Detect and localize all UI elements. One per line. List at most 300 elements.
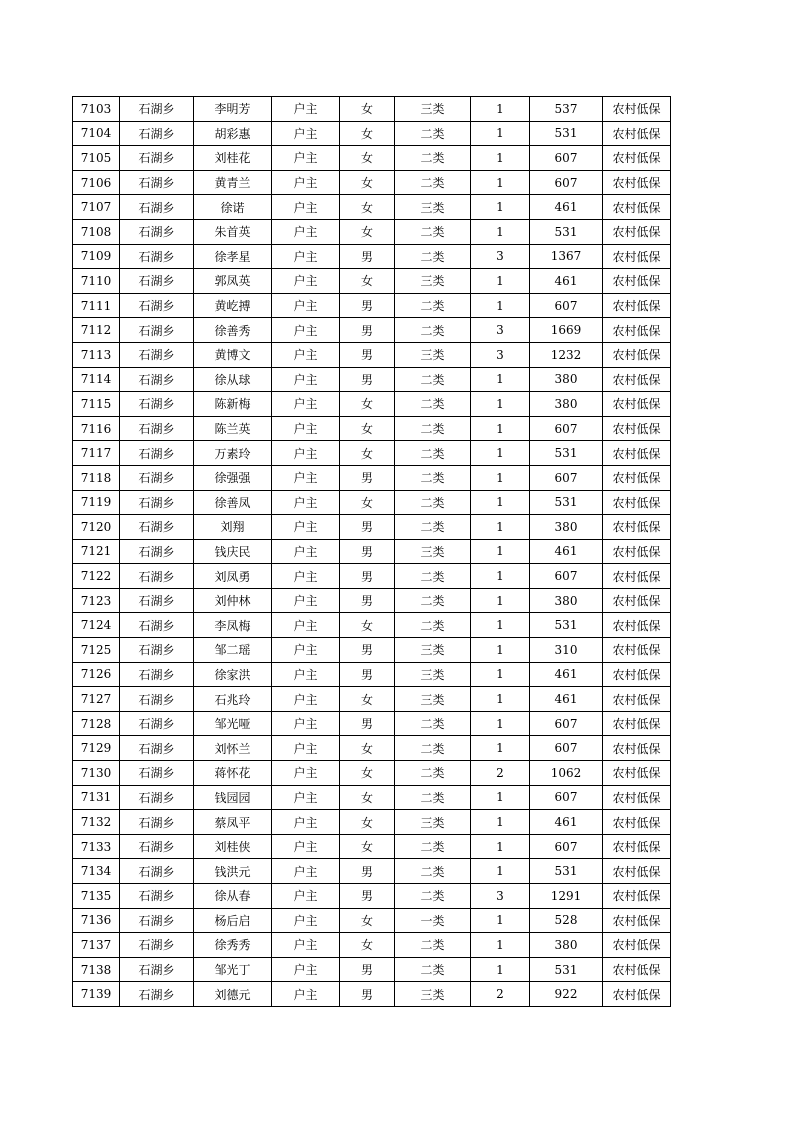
table-row [73,736,671,761]
amount-cell: 380 [530,515,603,540]
table-row [73,884,671,909]
amount-cell: 607 [530,564,603,589]
serial-number-cell: 7139 [73,982,120,1007]
household-size-cell: 1 [471,933,530,958]
amount-cell: 461 [530,195,603,220]
township-cell: 石湖乡 [120,490,194,515]
household-size-cell: 1 [471,539,530,564]
category-cell: 二类 [395,318,471,343]
aid-type-cell: 农村低保 [603,736,671,761]
name-cell: 李凤梅 [194,613,272,638]
township-cell: 石湖乡 [120,539,194,564]
amount-cell: 607 [530,146,603,171]
gender-cell: 女 [340,219,395,244]
township-cell: 石湖乡 [120,342,194,367]
aid-type-cell: 农村低保 [603,711,671,736]
category-cell: 二类 [395,711,471,736]
name-cell: 黄屹搏 [194,293,272,318]
aid-type-cell: 农村低保 [603,342,671,367]
aid-type-cell: 农村低保 [603,957,671,982]
amount-cell: 1062 [530,761,603,786]
gender-cell: 男 [340,638,395,663]
serial-number-cell: 7120 [73,515,120,540]
gender-cell: 女 [340,146,395,171]
gender-cell: 女 [340,834,395,859]
household-size-cell: 3 [471,342,530,367]
table-row [73,293,671,318]
table-body [73,97,671,1007]
aid-type-cell: 农村低保 [603,293,671,318]
serial-number-cell: 7109 [73,244,120,269]
category-cell: 二类 [395,219,471,244]
gender-cell: 女 [340,170,395,195]
amount-cell: 531 [530,957,603,982]
name-cell: 邹二瑶 [194,638,272,663]
table-row [73,170,671,195]
household-size-cell: 1 [471,785,530,810]
serial-number-cell: 7124 [73,613,120,638]
table-row [73,367,671,392]
gender-cell: 男 [340,957,395,982]
gender-cell: 男 [340,515,395,540]
amount-cell: 1367 [530,244,603,269]
township-cell: 石湖乡 [120,662,194,687]
serial-number-cell: 7130 [73,761,120,786]
name-cell: 徐善凤 [194,490,272,515]
relation-cell: 户主 [272,662,340,687]
household-size-cell: 1 [471,711,530,736]
name-cell: 徐诺 [194,195,272,220]
relation-cell: 户主 [272,244,340,269]
category-cell: 二类 [395,957,471,982]
category-cell: 二类 [395,244,471,269]
table-row [73,465,671,490]
name-cell: 徐孝星 [194,244,272,269]
name-cell: 钱洪元 [194,859,272,884]
household-size-cell: 1 [471,219,530,244]
table-row [73,638,671,663]
township-cell: 石湖乡 [120,908,194,933]
table-row [73,588,671,613]
aid-type-cell: 农村低保 [603,416,671,441]
category-cell: 三类 [395,342,471,367]
category-cell: 二类 [395,367,471,392]
category-cell: 二类 [395,834,471,859]
gender-cell: 女 [340,392,395,417]
township-cell: 石湖乡 [120,146,194,171]
amount-cell: 531 [530,219,603,244]
data-table [72,96,671,1007]
amount-cell: 607 [530,465,603,490]
table-row [73,933,671,958]
relation-cell: 户主 [272,367,340,392]
aid-type-cell: 农村低保 [603,219,671,244]
category-cell: 三类 [395,662,471,687]
amount-cell: 607 [530,834,603,859]
aid-type-cell: 农村低保 [603,810,671,835]
serial-number-cell: 7118 [73,465,120,490]
amount-cell: 461 [530,662,603,687]
serial-number-cell: 7106 [73,170,120,195]
serial-number-cell: 7103 [73,97,120,122]
amount-cell: 531 [530,613,603,638]
serial-number-cell: 7117 [73,441,120,466]
table-row [73,441,671,466]
name-cell: 刘桂花 [194,146,272,171]
table-row [73,957,671,982]
gender-cell: 男 [340,539,395,564]
name-cell: 李明芳 [194,97,272,122]
serial-number-cell: 7132 [73,810,120,835]
category-cell: 二类 [395,564,471,589]
township-cell: 石湖乡 [120,736,194,761]
relation-cell: 户主 [272,416,340,441]
gender-cell: 女 [340,933,395,958]
household-size-cell: 1 [471,146,530,171]
relation-cell: 户主 [272,269,340,294]
aid-type-cell: 农村低保 [603,588,671,613]
household-size-cell: 1 [471,564,530,589]
table-row [73,515,671,540]
amount-cell: 380 [530,933,603,958]
relation-cell: 户主 [272,908,340,933]
relation-cell: 户主 [272,146,340,171]
relation-cell: 户主 [272,761,340,786]
relation-cell: 户主 [272,318,340,343]
aid-type-cell: 农村低保 [603,761,671,786]
relation-cell: 户主 [272,834,340,859]
aid-type-cell: 农村低保 [603,859,671,884]
name-cell: 石兆玲 [194,687,272,712]
aid-type-cell: 农村低保 [603,662,671,687]
amount-cell: 461 [530,539,603,564]
household-size-cell: 1 [471,588,530,613]
household-size-cell: 1 [471,662,530,687]
name-cell: 刘凤勇 [194,564,272,589]
household-size-cell: 1 [471,810,530,835]
household-size-cell: 1 [471,957,530,982]
category-cell: 二类 [395,785,471,810]
household-size-cell: 1 [471,687,530,712]
household-size-cell: 1 [471,613,530,638]
aid-type-cell: 农村低保 [603,244,671,269]
table-row [73,908,671,933]
relation-cell: 户主 [272,736,340,761]
township-cell: 石湖乡 [120,613,194,638]
category-cell: 三类 [395,195,471,220]
category-cell: 二类 [395,933,471,958]
table-row [73,687,671,712]
serial-number-cell: 7113 [73,342,120,367]
amount-cell: 531 [530,441,603,466]
household-size-cell: 1 [471,97,530,122]
relation-cell: 户主 [272,392,340,417]
serial-number-cell: 7110 [73,269,120,294]
amount-cell: 531 [530,121,603,146]
table-row [73,219,671,244]
household-size-cell: 1 [471,490,530,515]
township-cell: 石湖乡 [120,244,194,269]
relation-cell: 户主 [272,490,340,515]
serial-number-cell: 7122 [73,564,120,589]
gender-cell: 女 [340,269,395,294]
amount-cell: 461 [530,269,603,294]
relation-cell: 户主 [272,588,340,613]
name-cell: 徐强强 [194,465,272,490]
amount-cell: 922 [530,982,603,1007]
aid-type-cell: 农村低保 [603,318,671,343]
table-row [73,785,671,810]
township-cell: 石湖乡 [120,416,194,441]
township-cell: 石湖乡 [120,293,194,318]
household-size-cell: 1 [471,859,530,884]
gender-cell: 男 [340,367,395,392]
household-size-cell: 3 [471,244,530,269]
category-cell: 二类 [395,588,471,613]
amount-cell: 537 [530,97,603,122]
gender-cell: 男 [340,564,395,589]
table-row [73,982,671,1007]
name-cell: 刘翔 [194,515,272,540]
name-cell: 杨后启 [194,908,272,933]
category-cell: 三类 [395,810,471,835]
household-size-cell: 3 [471,884,530,909]
category-cell: 二类 [395,761,471,786]
household-size-cell: 1 [471,416,530,441]
gender-cell: 男 [340,662,395,687]
serial-number-cell: 7112 [73,318,120,343]
relation-cell: 户主 [272,170,340,195]
relation-cell: 户主 [272,638,340,663]
amount-cell: 607 [530,293,603,318]
name-cell: 陈新梅 [194,392,272,417]
aid-type-cell: 农村低保 [603,367,671,392]
gender-cell: 男 [340,859,395,884]
aid-type-cell: 农村低保 [603,490,671,515]
township-cell: 石湖乡 [120,367,194,392]
name-cell: 徐从春 [194,884,272,909]
name-cell: 蔡凤平 [194,810,272,835]
document-page [72,96,670,1007]
aid-type-cell: 农村低保 [603,539,671,564]
category-cell: 三类 [395,539,471,564]
name-cell: 徐秀秀 [194,933,272,958]
township-cell: 石湖乡 [120,810,194,835]
table-row [73,195,671,220]
name-cell: 胡彩惠 [194,121,272,146]
name-cell: 徐家洪 [194,662,272,687]
aid-type-cell: 农村低保 [603,97,671,122]
township-cell: 石湖乡 [120,982,194,1007]
township-cell: 石湖乡 [120,170,194,195]
aid-type-cell: 农村低保 [603,269,671,294]
amount-cell: 1669 [530,318,603,343]
relation-cell: 户主 [272,884,340,909]
township-cell: 石湖乡 [120,834,194,859]
township-cell: 石湖乡 [120,318,194,343]
name-cell: 刘仲林 [194,588,272,613]
category-cell: 二类 [395,490,471,515]
gender-cell: 男 [340,465,395,490]
household-size-cell: 1 [471,515,530,540]
serial-number-cell: 7133 [73,834,120,859]
gender-cell: 女 [340,97,395,122]
name-cell: 邹光丁 [194,957,272,982]
township-cell: 石湖乡 [120,957,194,982]
serial-number-cell: 7137 [73,933,120,958]
gender-cell: 男 [340,711,395,736]
township-cell: 石湖乡 [120,195,194,220]
aid-type-cell: 农村低保 [603,834,671,859]
household-size-cell: 3 [471,318,530,343]
name-cell: 黄青兰 [194,170,272,195]
serial-number-cell: 7119 [73,490,120,515]
household-size-cell: 1 [471,441,530,466]
amount-cell: 531 [530,859,603,884]
household-size-cell: 1 [471,121,530,146]
township-cell: 石湖乡 [120,441,194,466]
gender-cell: 女 [340,613,395,638]
gender-cell: 女 [340,195,395,220]
aid-type-cell: 农村低保 [603,146,671,171]
aid-type-cell: 农村低保 [603,638,671,663]
serial-number-cell: 7123 [73,588,120,613]
serial-number-cell: 7114 [73,367,120,392]
gender-cell: 男 [340,318,395,343]
household-size-cell: 1 [471,195,530,220]
relation-cell: 户主 [272,564,340,589]
category-cell: 三类 [395,638,471,663]
gender-cell: 女 [340,416,395,441]
name-cell: 钱庆民 [194,539,272,564]
serial-number-cell: 7121 [73,539,120,564]
gender-cell: 女 [340,687,395,712]
household-size-cell: 1 [471,834,530,859]
table-row [73,834,671,859]
relation-cell: 户主 [272,933,340,958]
category-cell: 三类 [395,687,471,712]
relation-cell: 户主 [272,441,340,466]
township-cell: 石湖乡 [120,711,194,736]
gender-cell: 男 [340,293,395,318]
household-size-cell: 2 [471,761,530,786]
relation-cell: 户主 [272,121,340,146]
table-row [73,859,671,884]
serial-number-cell: 7116 [73,416,120,441]
township-cell: 石湖乡 [120,465,194,490]
aid-type-cell: 农村低保 [603,687,671,712]
aid-type-cell: 农村低保 [603,785,671,810]
category-cell: 三类 [395,982,471,1007]
township-cell: 石湖乡 [120,785,194,810]
household-size-cell: 1 [471,736,530,761]
relation-cell: 户主 [272,515,340,540]
table-row [73,146,671,171]
township-cell: 石湖乡 [120,884,194,909]
household-size-cell: 1 [471,638,530,663]
gender-cell: 男 [340,244,395,269]
name-cell: 陈兰英 [194,416,272,441]
table-row [73,662,671,687]
aid-type-cell: 农村低保 [603,465,671,490]
name-cell: 刘德元 [194,982,272,1007]
serial-number-cell: 7131 [73,785,120,810]
serial-number-cell: 7126 [73,662,120,687]
table-row [73,269,671,294]
table-row [73,539,671,564]
relation-cell: 户主 [272,957,340,982]
amount-cell: 380 [530,367,603,392]
township-cell: 石湖乡 [120,269,194,294]
aid-type-cell: 农村低保 [603,982,671,1007]
serial-number-cell: 7115 [73,392,120,417]
township-cell: 石湖乡 [120,564,194,589]
name-cell: 徐善秀 [194,318,272,343]
gender-cell: 女 [340,908,395,933]
amount-cell: 380 [530,588,603,613]
household-size-cell: 1 [471,465,530,490]
serial-number-cell: 7134 [73,859,120,884]
relation-cell: 户主 [272,982,340,1007]
amount-cell: 1291 [530,884,603,909]
table-row [73,711,671,736]
township-cell: 石湖乡 [120,97,194,122]
township-cell: 石湖乡 [120,219,194,244]
relation-cell: 户主 [272,97,340,122]
relation-cell: 户主 [272,711,340,736]
aid-type-cell: 农村低保 [603,933,671,958]
aid-type-cell: 农村低保 [603,121,671,146]
relation-cell: 户主 [272,810,340,835]
table-row [73,244,671,269]
serial-number-cell: 7136 [73,908,120,933]
category-cell: 二类 [395,441,471,466]
aid-type-cell: 农村低保 [603,170,671,195]
household-size-cell: 1 [471,367,530,392]
category-cell: 二类 [395,416,471,441]
name-cell: 邹光哑 [194,711,272,736]
gender-cell: 女 [340,490,395,515]
township-cell: 石湖乡 [120,515,194,540]
gender-cell: 女 [340,810,395,835]
relation-cell: 户主 [272,539,340,564]
serial-number-cell: 7107 [73,195,120,220]
relation-cell: 户主 [272,613,340,638]
gender-cell: 女 [340,785,395,810]
category-cell: 二类 [395,121,471,146]
aid-type-cell: 农村低保 [603,392,671,417]
serial-number-cell: 7127 [73,687,120,712]
relation-cell: 户主 [272,687,340,712]
township-cell: 石湖乡 [120,392,194,417]
category-cell: 二类 [395,859,471,884]
name-cell: 刘怀兰 [194,736,272,761]
table-row [73,564,671,589]
table-row [73,490,671,515]
name-cell: 朱首英 [194,219,272,244]
gender-cell: 女 [340,761,395,786]
name-cell: 黄博文 [194,342,272,367]
amount-cell: 461 [530,687,603,712]
gender-cell: 男 [340,982,395,1007]
township-cell: 石湖乡 [120,121,194,146]
aid-type-cell: 农村低保 [603,908,671,933]
category-cell: 二类 [395,884,471,909]
name-cell: 徐从球 [194,367,272,392]
township-cell: 石湖乡 [120,761,194,786]
category-cell: 二类 [395,293,471,318]
serial-number-cell: 7129 [73,736,120,761]
